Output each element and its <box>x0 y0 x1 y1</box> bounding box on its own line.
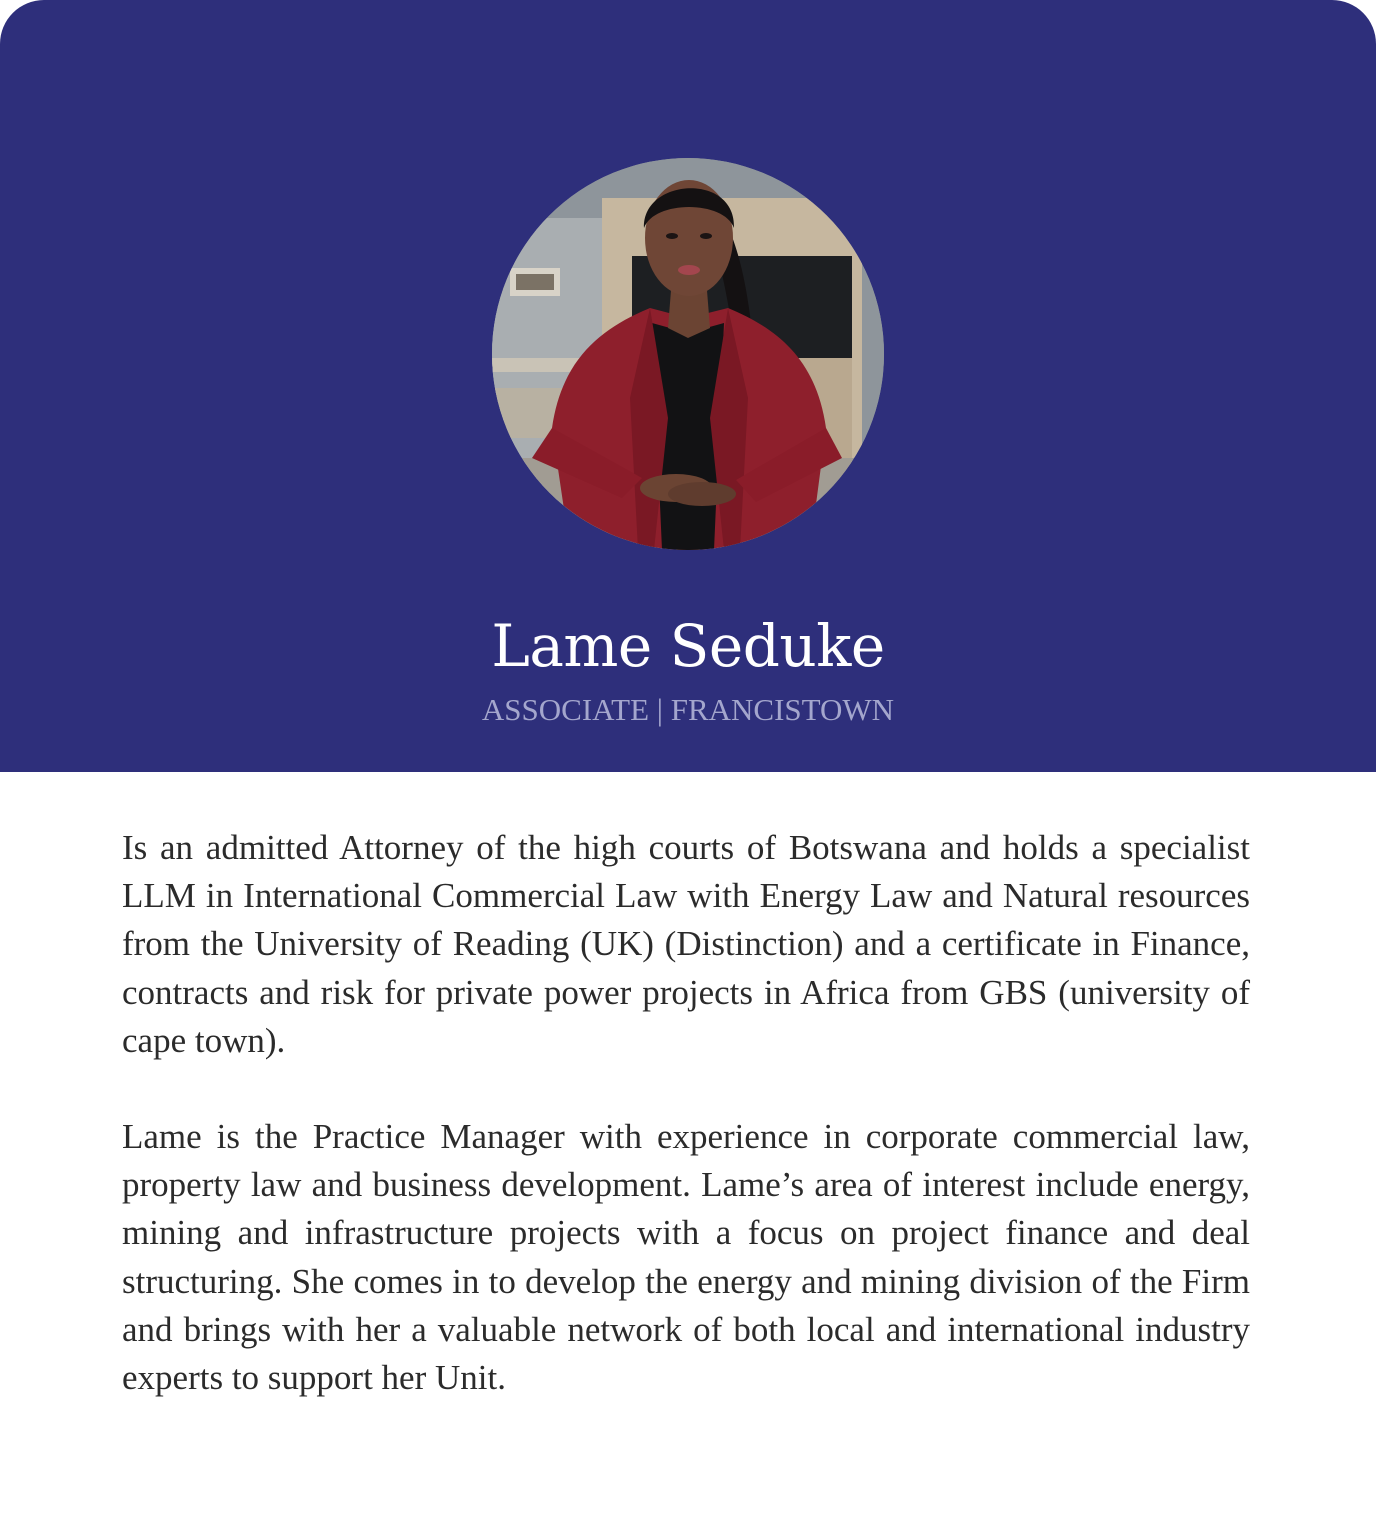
profile-role: ASSOCIATE | FRANCISTOWN <box>481 692 895 727</box>
profile-photo <box>492 158 884 550</box>
bio-paragraph-1: Is an admitted Attorney of the high courts of Botswana and holds a specialist LLM in International Commercial Law with Energy Law and Natural resources from the University of Reading (UK) (Distinction) and a certificate in Finance, contracts and risk for private power projects in Africa from GBS (university of cape town). <box>122 828 1250 1060</box>
profile-bio <box>122 824 1250 1402</box>
bio-paragraph-2: Lame is the Practice Manager with experience in corporate commercial law, property law and business development. Lame’s area of interest include energy, mining and infrastructure projects with a focus on project finance and deal structuring. She comes in to develop the energy and mining division of the Firm and brings with her a valuable network of both local and international industry experts to support her Unit. <box>122 1117 1250 1398</box>
profile-name: Lame Seduke <box>491 612 885 680</box>
portrait-photo-icon <box>492 158 884 550</box>
